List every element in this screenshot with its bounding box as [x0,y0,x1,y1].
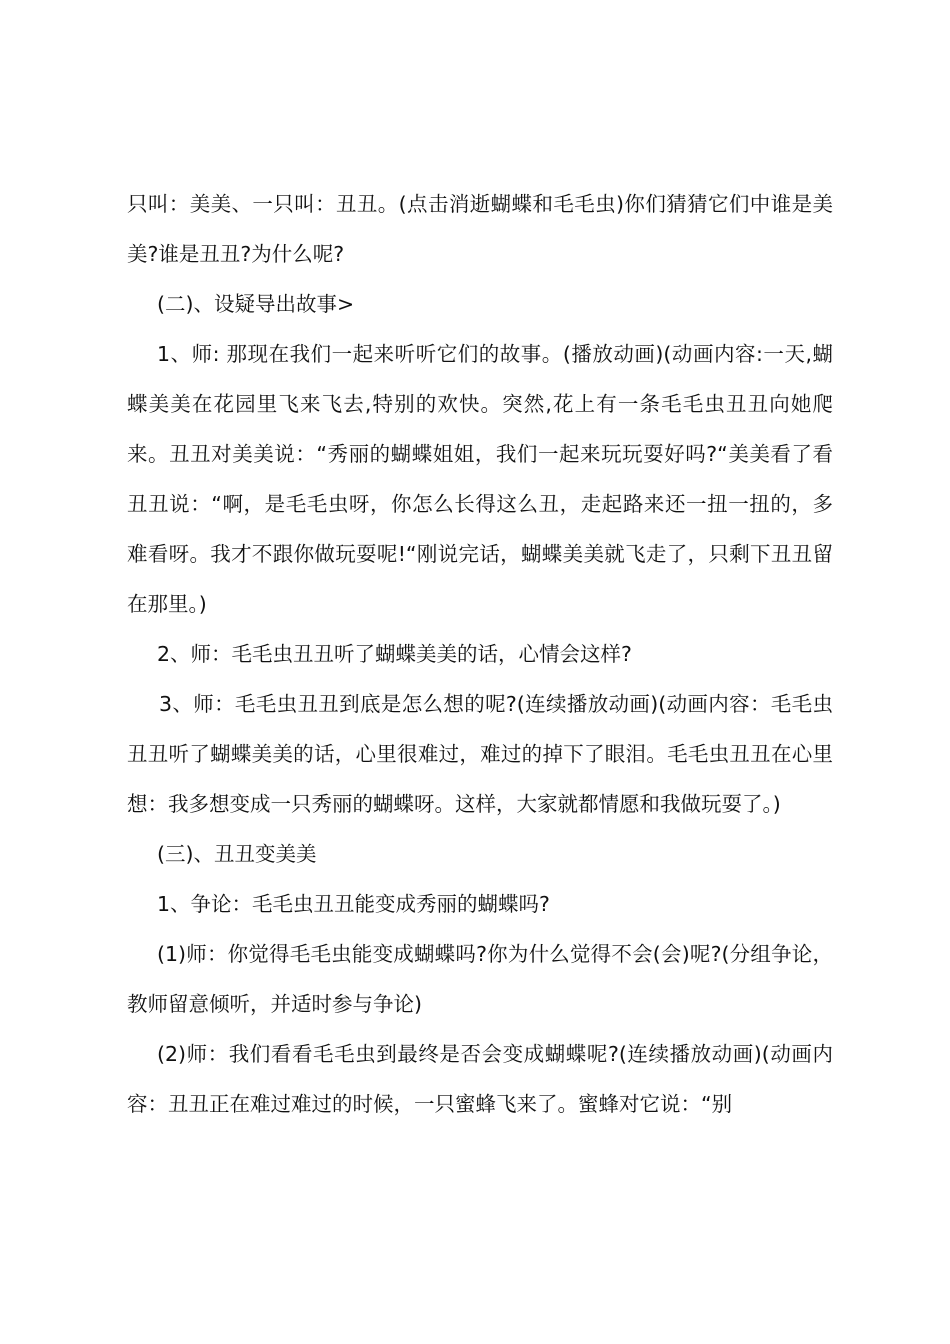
document-body [127,179,833,1129]
paragraph-debate-1: (1)师：你觉得毛毛虫能变成蝴蝶吗?你为什么觉得不会(会)呢?(分组争论，教师留意倾听，并适时参与争论) [127,942,833,1016]
paragraph-step-3: 3、师：毛毛虫丑丑到底是怎么想的呢?(连续播放动画)(动画内容：毛毛虫丑丑听了蝴蝶美美的话，心里很难过，难过的掉下了眼泪。毛毛虫丑丑在心里想：我多想变成一只秀丽的蝴蝶呀。这样，大家就都情愿和我做玩耍了。) [127,692,833,816]
paragraph-step-1: 1、师: 那现在我们一起来听听它们的故事。(播放动画)(动画内容:一天,蝴蝶美美在花园里飞来飞去,特别的欢快。突然,花上有一条毛毛虫丑丑向她爬来。丑丑对美美说：“秀丽的蝴蝶姐姐，我们一起来玩玩耍好吗?“美美看了看丑丑说：“啊，是毛毛虫呀，你怎么长得这么丑，走起路来还一扭一扭的，多难看呀。我才不跟你做玩耍呢!“刚说完话，蝴蝶美美就飞走了，只剩下丑丑留在那里。) [127,342,833,616]
paragraph-debate-2: (2)师：我们看看毛毛虫到最终是否会变成蝴蝶呢?(连续播放动画)(动画内容：丑丑正在难过难过的时候，一只蜜蜂飞来了。蜜蜂对它说：“别 [127,1042,833,1116]
paragraph-debate: 1、争论：毛毛虫丑丑能变成秀丽的蝴蝶吗? [157,892,550,916]
section-heading-2: (二)、设疑导出故事> [157,292,355,316]
paragraph-step-2: 2、师：毛毛虫丑丑听了蝴蝶美美的话，心情会这样? [157,642,632,666]
paragraph-intro: 只叫：美美、一只叫：丑丑。(点击消逝蝴蝶和毛毛虫)你们猜猜它们中谁是美美?谁是丑丑?为什么呢? [127,192,833,266]
section-heading-3: (三)、丑丑变美美 [157,842,317,866]
